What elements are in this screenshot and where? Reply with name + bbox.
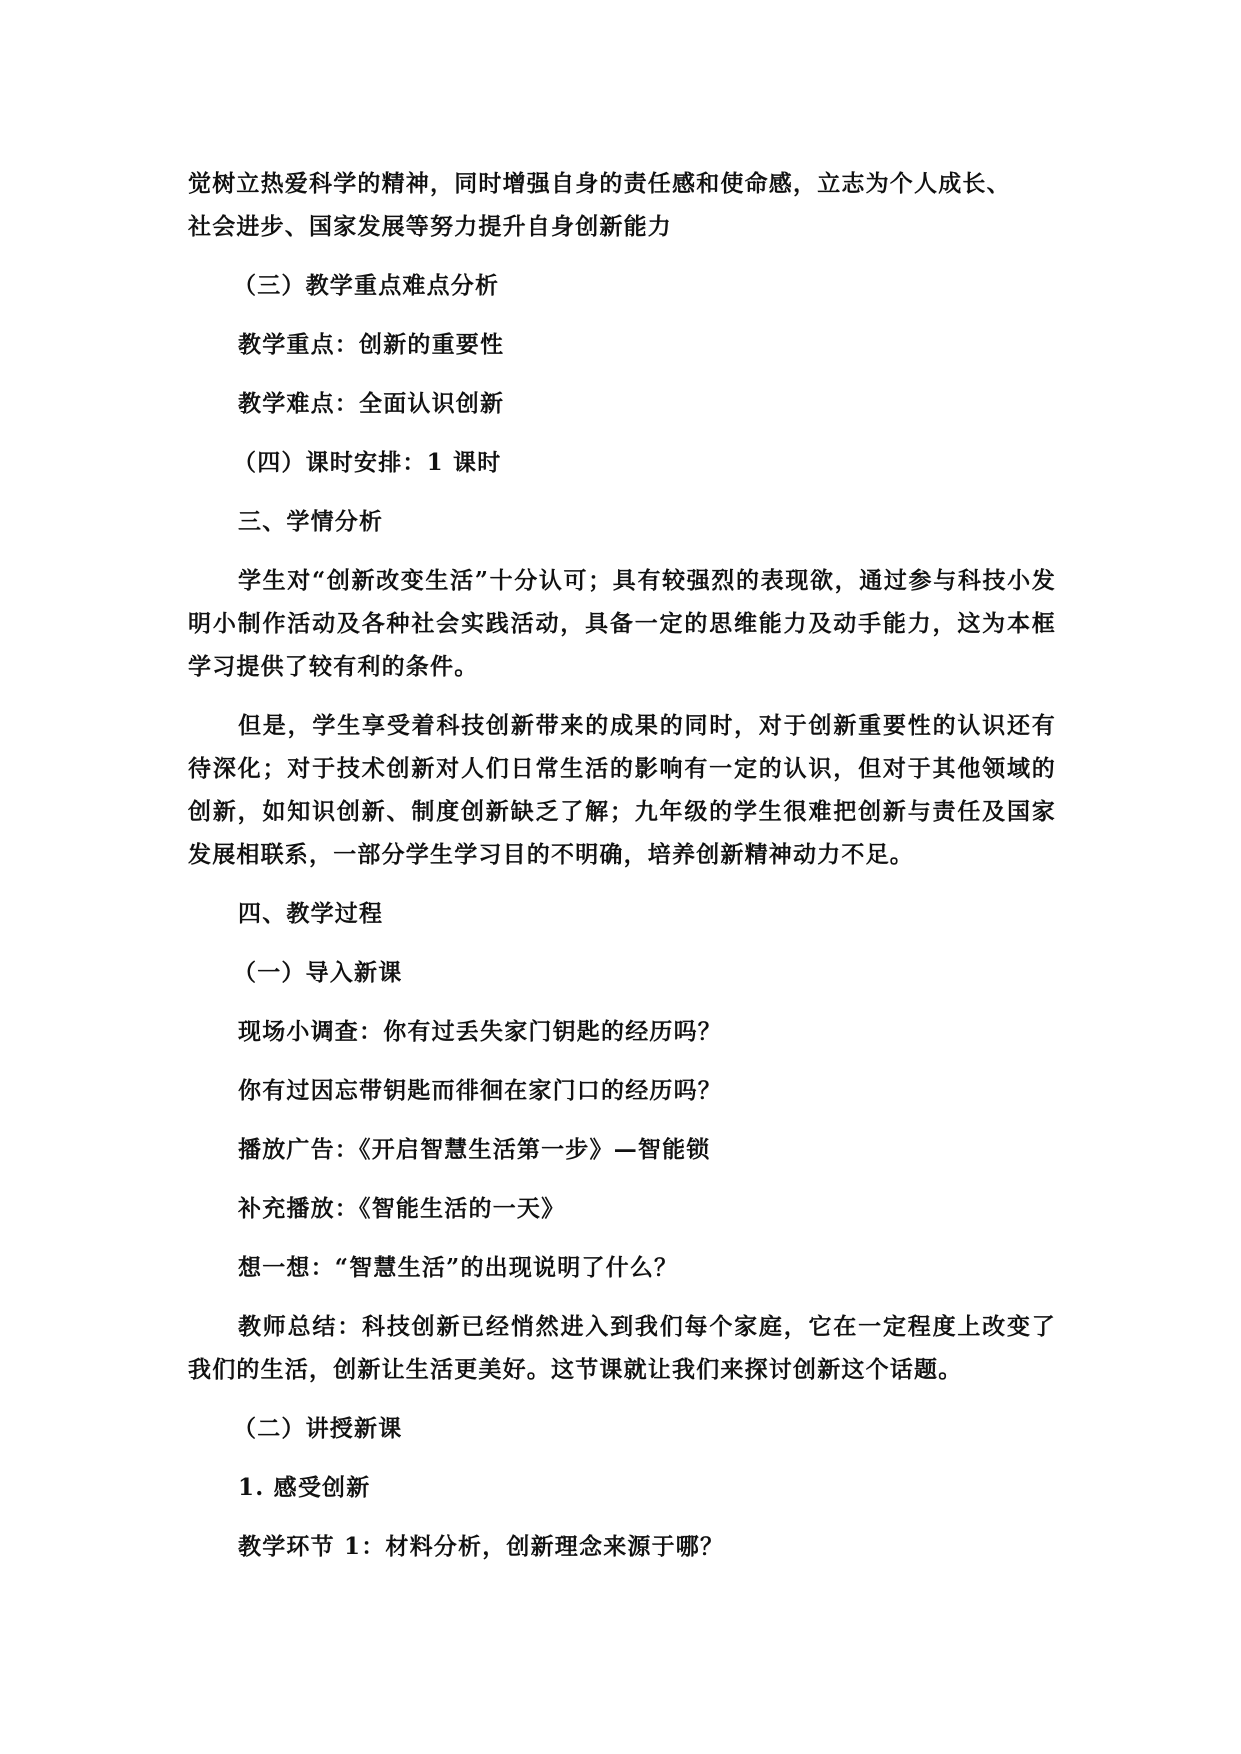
subsection-heading-introduction: （一）导入新课 [233,959,403,986]
teaching-step-1: 教学环节 1：材料分析，创新理念来源于哪？ [238,1533,725,1560]
intro-text-line-2: 社会进步、国家发展等努力提升自身创新能力 [188,213,672,240]
teacher-summary-paragraph: 教师总结：科技创新已经悄然进入到我们每个家庭，它在一定程度上改变了我们的生活，创新让生活更美好。这节课就让我们来探讨创新这个话题。 [188,1313,1056,1383]
difficult-point: 教学难点：全面认识创新 [238,390,505,417]
supplement-play-text: 补充播放：《智能生活的一天》 [238,1195,566,1222]
survey-question-2: 你有过因忘带钥匙而徘徊在家门口的经历吗？ [238,1077,722,1104]
section-heading-key-difficult: （三）教学重点难点分析 [233,272,500,299]
intro-text-line-1: 觉树立热爱科学的精神，同时增强自身的责任感和使命感，立志为个人成长、 [188,170,1011,197]
think-question: 想一想：“智慧生活”的出现说明了什么？ [238,1254,679,1281]
part-title-student-analysis: 三、学情分析 [238,508,384,535]
item-heading-feel-innovation: 1. 感受创新 [238,1474,371,1501]
part-title-teaching-process: 四、教学过程 [238,900,384,927]
document-body [188,162,1056,1568]
ad-play-text: 播放广告：《开启智慧生活第一步》—智能锁 [238,1136,711,1163]
subsection-heading-new-lesson: （二）讲授新课 [233,1415,403,1442]
student-analysis-paragraph-1: 学生对“创新改变生活”十分认可；具有较强烈的表现欲，通过参与科技小发明小制作活动及各种社会实践活动，具备一定的思维能力及动手能力，这为本框学习提供了较有利的条件。 [188,567,1056,680]
survey-question-1: 现场小调查：你有过丢失家门钥匙的经历吗？ [238,1018,722,1045]
section-heading-schedule: （四）课时安排：1 课时 [233,449,502,476]
key-point: 教学重点：创新的重要性 [238,331,505,358]
student-analysis-paragraph-2: 但是，学生享受着科技创新带来的成果的同时，对于创新重要性的认识还有待深化；对于技术创新对人们日常生活的影响有一定的认识，但对于其他领域的创新，如知识创新、制度创新缺乏了解；九年级的学生很难把创新与责任及国家发展相联系，一部分学生学习目的不明确，培养创新精神动力不足。 [188,712,1056,868]
